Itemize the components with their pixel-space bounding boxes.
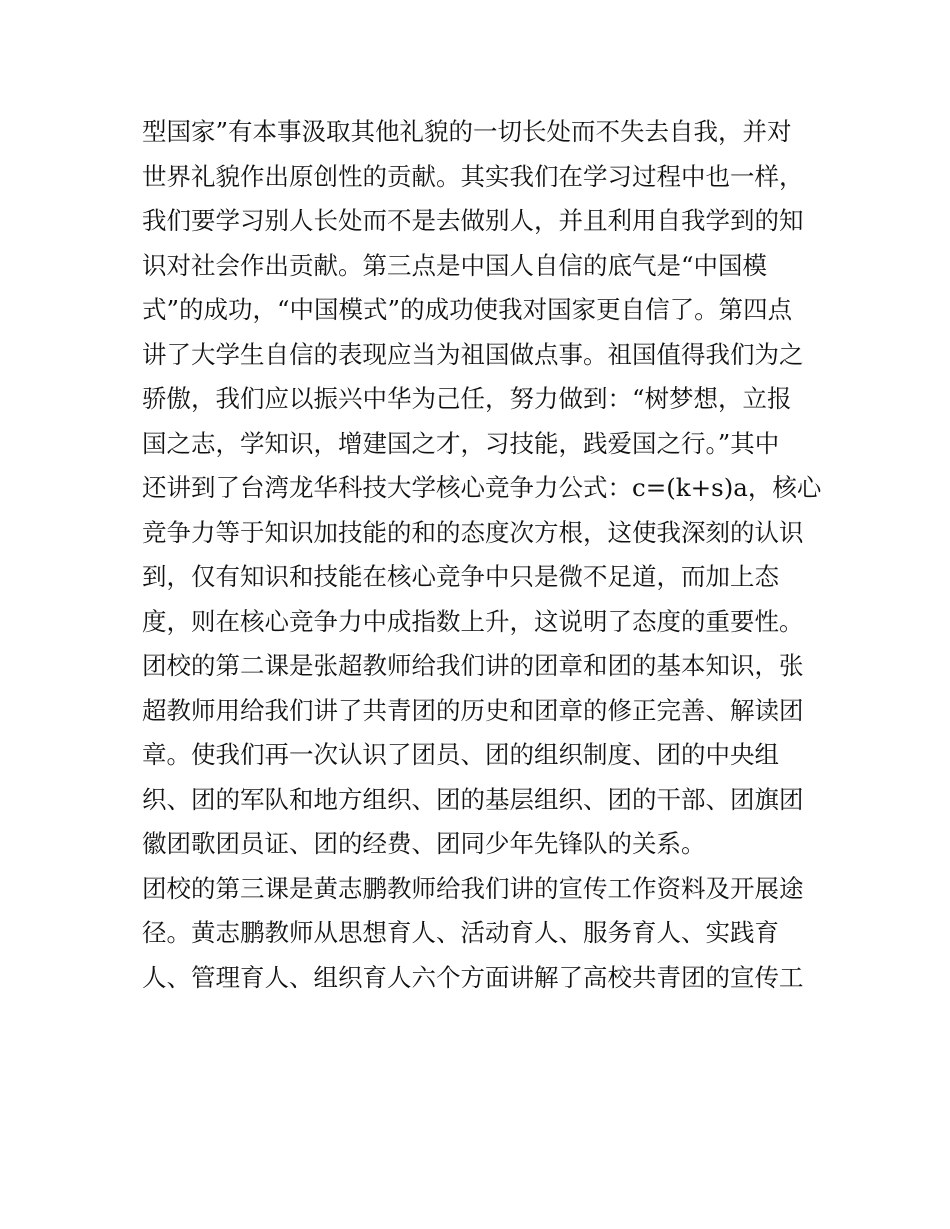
body-text [142, 110, 832, 1000]
text-line: 径。黄志鹏教师从思想育人、活动育人、服务育人、实践育 [142, 918, 779, 947]
text-line: 识对社会作出贡献。第三点是中国人自信的底气是“中国模 [142, 250, 768, 280]
text-line: 世界礼貌作出原创性的贡献。其实我们在学习过程中也一样， [142, 161, 804, 191]
text-line: 竞争力等于知识加技能的和的态度次方根，这使我深刻的认识 [142, 517, 804, 547]
text-line: 人、管理育人、组织育人六个方面讲解了高校共青团的宣传工 [142, 962, 804, 992]
text-line: 型国家”有本事汲取其他礼貌的一切长处而不失去自我，并对 [142, 117, 792, 146]
text-line: 度，则在核心竞争力中成指数上升，这说明了态度的重要性。 [142, 606, 804, 636]
text-line: 徽团歌团员证、团的经费、团同少年先锋队的关系。 [142, 829, 706, 858]
text-line: 团校的第二课是张超教师给我们讲的团章和团的基本知识，张 [142, 651, 804, 680]
text-line: 到，仅有知识和技能在核心竞争中只是微不足道，而加上态 [142, 562, 779, 591]
text-line: 还讲到了台湾龙华科技大学核心竞争力公式：c=(k+s)a，核心 [142, 473, 822, 502]
text-line: 团校的第三课是黄志鹏教师给我们讲的宣传工作资料及开展途 [142, 873, 804, 903]
text-line: 我们要学习别人长处而不是去做别人，并且利用自我学到的知 [142, 206, 804, 235]
text-line: 式”的成功，“中国模式”的成功使我对国家更自信了。第四点 [142, 295, 793, 324]
text-line: 超教师用给我们讲了共青团的历史和团章的修正完善、解读团 [142, 695, 804, 725]
text-line: 骄傲，我们应以振兴中华为己任，努力做到：“树梦想，立报 [142, 384, 792, 413]
text-line: 国之志，学知识，增建国之才，习技能，践爱国之行。”其中 [142, 428, 780, 458]
text-line: 织、团的军队和地方组织、团的基层组织、团的干部、团旗团 [142, 784, 804, 814]
text-line: 章。使我们再一次认识了团员、团的组织制度、团的中央组 [142, 740, 779, 769]
text-line: 讲了大学生自信的表现应当为祖国做点事。祖国值得我们为之 [142, 339, 804, 369]
